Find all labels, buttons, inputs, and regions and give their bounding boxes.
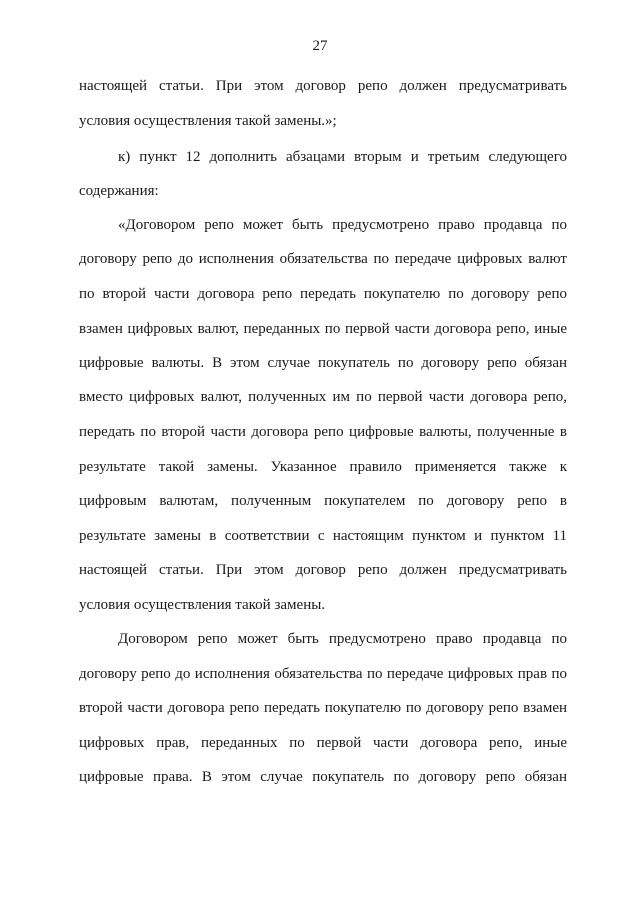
- text-line: условия осуществления такой замены.: [79, 597, 326, 613]
- page-number: 27: [312, 38, 328, 54]
- text-line: результате замены в соответствии с настоящим пунктом и пунктом 11: [79, 528, 567, 544]
- text-line: условия осуществления такой замены.»;: [79, 113, 337, 129]
- text-line: результате такой замены. Указанное правило применяется также к: [79, 459, 567, 475]
- text-line: «Договором репо может быть предусмотрено право продавца по: [118, 217, 567, 233]
- text-line: вместо цифровых валют, полученных им по первой части договора репо,: [79, 389, 567, 405]
- text-line: по второй части договора репо передать покупателю по договору репо: [79, 286, 567, 302]
- text-line: настоящей статьи. При этом договор репо должен предусматривать: [79, 78, 567, 94]
- text-line: Договором репо может быть предусмотрено право продавца по: [118, 631, 567, 647]
- text-line: договору репо до исполнения обязательства по передаче цифровых прав по: [79, 666, 567, 682]
- text-line: взамен цифровых валют, переданных по первой части договора репо, иные: [79, 321, 567, 337]
- text-line: цифровым валютам, полученным покупателем по договору репо в: [79, 493, 567, 509]
- text-line: передать по второй части договора репо цифровые валюты, полученные в: [79, 424, 567, 440]
- text-line: к) пункт 12 дополнить абзацами вторым и третьим следующего: [118, 149, 567, 165]
- text-line: содержания:: [79, 183, 159, 199]
- text-line: второй части договора репо передать покупателю по договору репо взамен: [79, 700, 567, 716]
- text-line: цифровых прав, переданных по первой части договора репо, иные: [79, 735, 567, 751]
- text-line: цифровые валюты. В этом случае покупатель по договору репо обязан: [79, 355, 567, 371]
- text-line: договору репо до исполнения обязательства по передаче цифровых валют: [79, 251, 567, 267]
- text-line: настоящей статьи. При этом договор репо должен предусматривать: [79, 562, 567, 578]
- text-line: цифровые права. В этом случае покупатель по договору репо обязан: [79, 769, 567, 785]
